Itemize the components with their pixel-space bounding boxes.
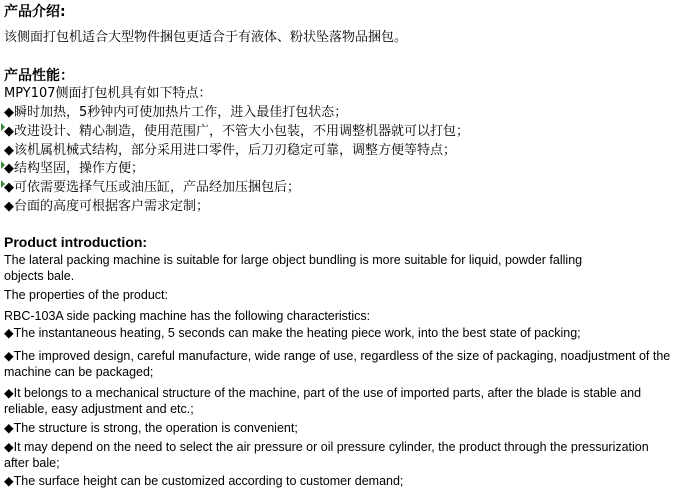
- en-feature-5: ◆It may depend on the need to select the air pressure or oil pressure cylinder, the product through the pressurization after bale;: [4, 440, 649, 470]
- cn-feature-4: ◆结构坚固，操作方便；: [4, 161, 144, 176]
- en-props-heading: The properties of the product:: [4, 288, 168, 302]
- en-props-lead: RBC-103A side packing machine has the following characteristics:: [4, 309, 371, 323]
- en-feature-1: ◆The instantaneous heating, 5 seconds can make the heating piece work, into the best state of packing;: [4, 326, 581, 340]
- cn-feature-3: ◆该机属机械式结构，部分采用进口零件，后刀刃稳定可靠，调整方便等特点；: [4, 143, 456, 158]
- cn-feature-2: ◆改进设计、精心制造，使用范围广，不管大小包装，不用调整机器就可以打包；: [4, 124, 469, 139]
- en-feature-6: ◆The surface height can be customized according to customer demand;: [4, 474, 404, 488]
- cn-perf-lead: MPY107侧面打包机具有如下特点：: [4, 86, 212, 101]
- en-intro-text: The lateral packing machine is suitable for large object bundling is more suitable for liquid, powder falling objects bale.: [4, 253, 583, 283]
- cn-feature-1: ◆瞬时加热，5秒钟内可使加热片工作，进入最佳打包状态；: [4, 105, 348, 120]
- cn-feature-5: ◆可依需要选择气压或油压缸，产品经加压捆包后；: [4, 180, 300, 195]
- cn-feature-6: ◆台面的高度可根据客户需求定制；: [4, 199, 209, 214]
- en-feature-4: ◆The structure is strong, the operation is convenient;: [4, 421, 298, 435]
- en-feature-2: ◆The improved design, careful manufacture, wide range of use, regardless of the size of packaging, noadjustment of the machine can be packaged;: [4, 349, 671, 379]
- cn-intro-text: 该侧面打包机适合大型物件捆包更适合于有液体、粉状坠落物品捆包。: [4, 30, 408, 45]
- cn-intro-heading: 产品介绍:: [4, 4, 66, 20]
- en-intro-heading: Product introduction:: [4, 234, 148, 250]
- cn-perf-heading: 产品性能：: [4, 68, 74, 84]
- en-feature-3: ◆It belongs to a mechanical structure of the machine, part of the use of imported parts, after the blade is stable and reliable, easy adjustment and etc.;: [4, 386, 642, 416]
